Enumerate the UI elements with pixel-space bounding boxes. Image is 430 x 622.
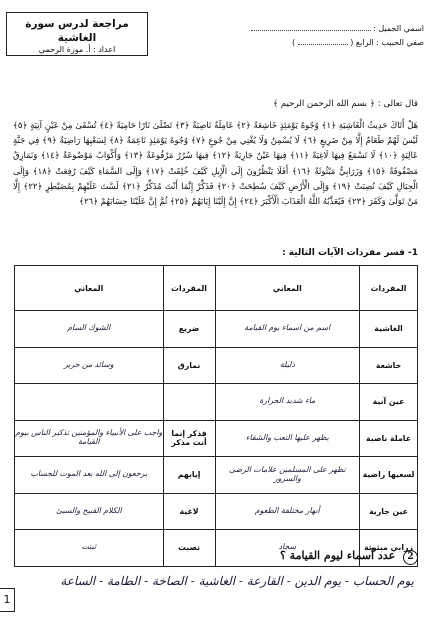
word-cell: ضريع xyxy=(163,311,215,348)
word-cell: خاشعة xyxy=(360,347,418,384)
basmala: ﴿ بسم الله الرحمن الرحيم ﴾ xyxy=(273,99,375,109)
question-2-text: عدد أسماء ليوم القيامة ؟ xyxy=(280,549,396,562)
table-row xyxy=(15,311,418,348)
student-name-field[interactable] xyxy=(251,22,371,31)
word-cell: عين آنية xyxy=(360,384,418,421)
table-row xyxy=(15,493,418,530)
meaning-cell[interactable] xyxy=(15,384,164,421)
class-close: ) xyxy=(291,37,296,47)
meaning-cell[interactable]: ماء شديد الحرارة xyxy=(215,384,360,421)
question-2-answer[interactable]: يوم الحساب - يوم الدين - القارعة - الغاشية - الصاخة - الطامة - الساعة xyxy=(60,574,414,588)
table-header-row xyxy=(15,266,418,311)
meaning-cell[interactable]: يظهر عليها التعب والشقاء xyxy=(215,420,360,457)
meaning-cell[interactable]: وسائد من حرير xyxy=(15,347,164,384)
word-cell xyxy=(163,384,215,421)
worksheet-title: مراجعة لدرس سورة الغاشية xyxy=(25,18,129,45)
word-cell: نصبت xyxy=(163,530,215,567)
word-cell: فذكر إنما أنت مذكر xyxy=(163,420,215,457)
class-label: صفي الحبيب : الرابع ( xyxy=(350,37,424,47)
table-row xyxy=(15,347,418,384)
vocab-table xyxy=(14,265,418,567)
class-field[interactable] xyxy=(298,36,348,45)
header-meanings-1: المعاني xyxy=(215,266,360,311)
table-row xyxy=(15,457,418,494)
meaning-cell[interactable]: تظهر على المسلمين علامات الرضى والسرور xyxy=(215,457,360,494)
title-box xyxy=(6,12,148,56)
word-cell: إيابهم xyxy=(163,457,215,494)
word-cell: عين جارية xyxy=(360,493,418,530)
student-name-row xyxy=(199,22,424,36)
word-cell: لاغية xyxy=(163,493,215,530)
header-words-1: المفردات xyxy=(360,266,418,311)
student-info xyxy=(199,22,424,49)
surah-verses: هَلْ أَتَاكَ حَدِيثُ الْغَاشِيَةِ ﴿١﴾ وُجُوهٌ يَوْمَئِذٍ خَاشِعَةٌ ﴿٢﴾ عَامِلَةٌ نَاصِبَةٌ ﴿٣﴾ تَصْلَىٰ نَارًا حَامِيَةً ﴿٤﴾ تُسْقَىٰ مِنْ عَيْنٍ آنِيَةٍ ﴿٥﴾ لَيْسَ لَهُمْ طَعَامٌ إِلَّا مِنْ ضَرِيعٍ ﴿٦﴾ لَا يُسْمِنُ وَلَا يُغْنِي مِنْ جُوعٍ ﴿٧﴾ وُجُوهٌ يَوْمَئِذٍ نَاعِمَةٌ ﴿٨﴾ لِسَعْيِهَا رَاضِيَةٌ ﴿٩﴾ فِي جَنَّةٍ عَالِيَةٍ ﴿١٠﴾ لَا تَسْمَعُ فِيهَا لَاغِيَةً ﴿١١﴾ فِيهَا عَيْنٌ جَارِيَةٌ ﴿١٢﴾ فِيهَا سُرُرٌ مَرْفُوعَةٌ ﴿١٣﴾ وَأَكْوَابٌ مَوْضُوعَةٌ ﴿١٤﴾ وَنَمَارِقُ مَصْفُوفَةٌ ﴿١٥﴾ وَزَرَابِيُّ مَبْثُوثَةٌ ﴿١٦﴾ أَفَلَا يَنْظُرُونَ إِلَى الْإِبِلِ كَيْفَ خُلِقَتْ ﴿١٧﴾ وَإِلَى السَّمَاءِ كَيْفَ رُفِعَتْ ﴿١٨﴾ وَإِلَى الْجِبَالِ كَيْفَ نُصِبَتْ ﴿١٩﴾ وَإِلَى الْأَرْضِ كَيْفَ سُطِحَتْ ﴿٢٠﴾ فَذَكِّرْ إِنَّمَا أَنْتَ مُذَكِّرٌ ﴿٢١﴾ لَسْتَ عَلَيْهِمْ بِمُصَيْطِرٍ ﴿٢٢﴾ إِلَّا مَنْ تَوَلَّىٰ وَكَفَرَ ﴿٢٣﴾ فَيُعَذِّبُهُ اللَّهُ الْعَذَابَ الْأَكْبَرَ ﴿٢٤﴾ إِنَّ إِلَيْنَا إِيَابَهُمْ ﴿٢٥﴾ ثُمَّ إِنَّ عَلَيْنَا حِسَابَهُمْ ﴿٢٦﴾ xyxy=(13,120,418,207)
teacher-name: اعداد : أ. موزة الرحمي xyxy=(38,45,116,55)
word-cell: زرابي مبثوثة xyxy=(360,530,418,567)
meaning-cell[interactable]: أنهار مختلفة الطعوم xyxy=(215,493,360,530)
student-name-label: اسمي الجميل : xyxy=(373,24,424,33)
word-cell: عاملة ناصبة xyxy=(360,420,418,457)
meaning-cell[interactable]: الكلام القبيح والسيئ xyxy=(15,493,164,530)
meaning-cell[interactable]: واجب على الأنبياء والمؤمنين تذكير الناس بيوم القيامة xyxy=(15,420,164,457)
table-row xyxy=(15,420,418,457)
page-number: 1 xyxy=(0,588,15,612)
question-2 xyxy=(280,549,418,565)
word-cell: نمارق xyxy=(163,347,215,384)
meaning-cell[interactable]: الشوك السام xyxy=(15,311,164,348)
table-row xyxy=(15,384,418,421)
intro-label: قال تعالى : xyxy=(377,99,418,109)
meaning-cell[interactable]: ذليلة xyxy=(215,347,360,384)
intro-block xyxy=(13,98,418,111)
meaning-cell[interactable]: سجاد xyxy=(215,530,360,567)
meaning-cell[interactable]: اسم من اسماء يوم القيامة xyxy=(215,311,360,348)
meaning-cell[interactable]: ثبتت xyxy=(15,530,164,567)
word-cell: لسعيها راضية xyxy=(360,457,418,494)
header-words-2: المفردات xyxy=(163,266,215,311)
class-row xyxy=(199,36,424,50)
question-2-number: 2 xyxy=(403,550,418,565)
header-meanings-2: المعاني xyxy=(15,266,164,311)
question-1-title: 1- فسر مفردات الآيات التالية : xyxy=(282,248,418,258)
word-cell: الغاشية xyxy=(360,311,418,348)
meaning-cell[interactable]: يرجعون إلى الله بعد الموت للحساب xyxy=(15,457,164,494)
